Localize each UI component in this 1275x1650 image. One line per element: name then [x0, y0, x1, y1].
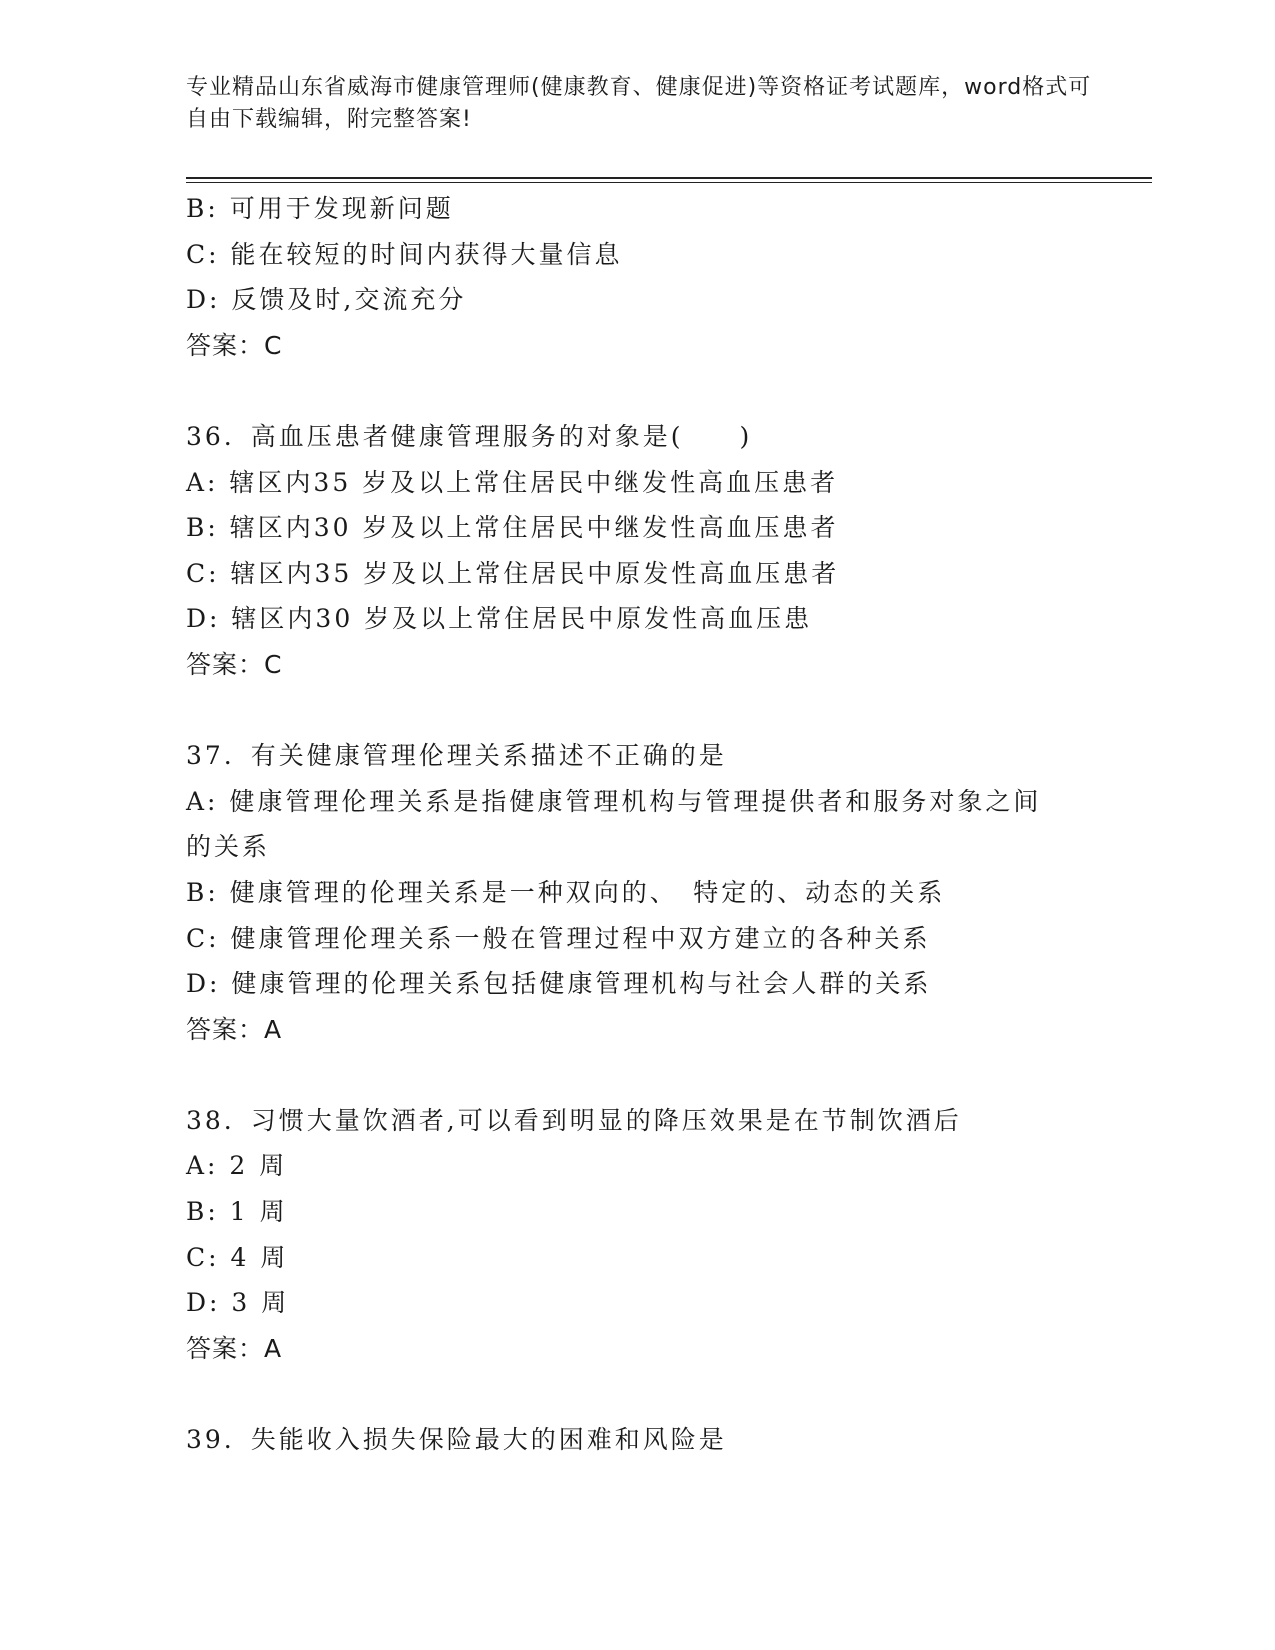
option-a: A: 辖区内35 岁及以上常住居民中继发性高血压患者: [186, 467, 839, 497]
option-a: A: 2 周: [186, 1151, 288, 1181]
option-c: C: 健康管理伦理关系一般在管理过程中双方建立的各种关系: [186, 923, 931, 953]
header-rule-thin: [186, 182, 1152, 183]
option-a: A: 健康管理伦理关系是指健康管理机构与管理提供者和服务对象之间的关系: [186, 786, 1042, 862]
option-d: D: 反馈及时,交流充分: [186, 285, 467, 315]
question-number: 39.: [186, 1425, 235, 1455]
question-36: [186, 414, 1106, 688]
question-stem: [186, 1098, 1106, 1144]
answer-line: 答案：A: [186, 1333, 283, 1363]
answer-line: 答案：C: [186, 330, 283, 360]
question-text: 习惯大量饮酒者,可以看到明显的降压效果是在节制饮酒后: [250, 1105, 962, 1135]
option-c: C: 4 周: [186, 1242, 289, 1272]
answer-line: 答案：C: [186, 649, 283, 679]
question-stem: [186, 414, 1106, 460]
prev-question: [186, 186, 1106, 368]
question-number: 36.: [186, 421, 235, 451]
question-number: 37.: [186, 741, 235, 771]
question-text: 高血压患者健康管理服务的对象是( ): [250, 421, 753, 451]
option-c: C: 辖区内35 岁及以上常住居民中原发性高血压患者: [186, 558, 840, 588]
option-d: D: 辖区内30 岁及以上常住居民中原发性高血压患: [186, 604, 813, 634]
answer-line: 答案：A: [186, 1014, 283, 1044]
question-39: [186, 1417, 1106, 1463]
question-38: [186, 1098, 1106, 1372]
option-b: B: 健康管理的伦理关系是一种双向的、 特定的、动态的关系: [186, 877, 946, 907]
option-b: B: 1 周: [186, 1197, 288, 1227]
option-b: B: 可用于发现新问题: [186, 194, 454, 223]
question-text: 有关健康管理伦理关系描述不正确的是: [250, 741, 727, 771]
option-d: D: 健康管理的伦理关系包括健康管理机构与社会人群的关系: [186, 969, 932, 999]
question-37: [186, 733, 1106, 1052]
header-rule-thick: [186, 177, 1152, 179]
option-d: D: 3 周: [186, 1288, 290, 1318]
question-stem: [186, 1417, 1106, 1463]
option-b: B: 辖区内30 岁及以上常住居民中继发性高血压患者: [186, 513, 839, 543]
question-stem: [186, 733, 1106, 779]
question-text: 失能收入损失保险最大的困难和风险是: [250, 1425, 727, 1455]
question-list: [186, 186, 1106, 1463]
question-number: 38.: [186, 1105, 235, 1135]
document-header: 专业精品山东省威海市健康管理师(健康教育、健康促进)等资格证考试题库，word格式可自由下载编辑，附完整答案!: [186, 75, 1092, 132]
option-c: C: 能在较短的时间内获得大量信息: [186, 239, 623, 269]
